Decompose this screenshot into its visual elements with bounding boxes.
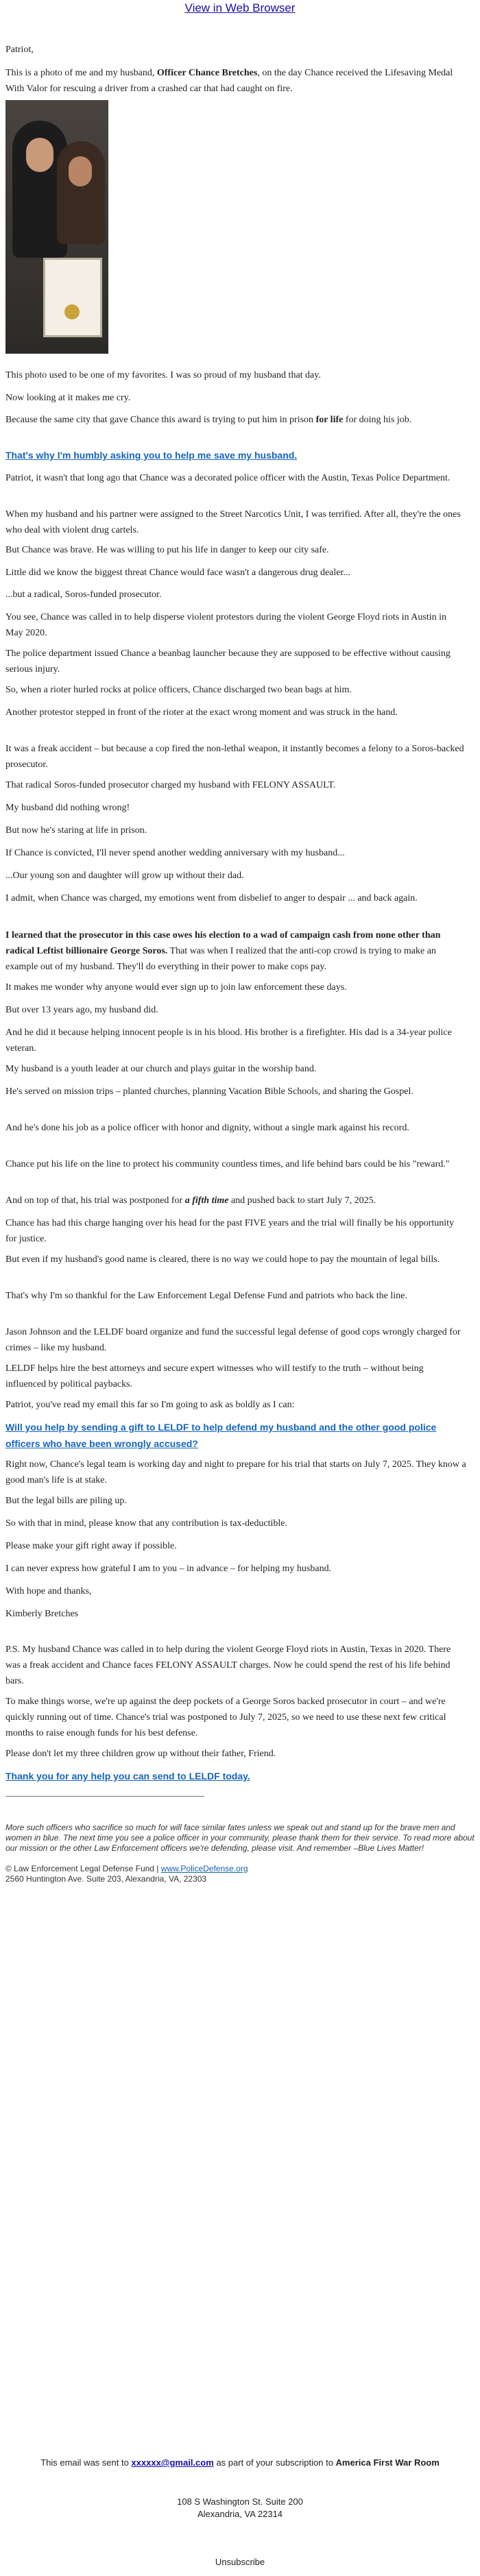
paragraph: Chance put his life on the line to protect his community countless times, and life behind bars could be his "reward." [5,1159,450,1169]
divider [5,1796,204,1797]
view-in-browser-link[interactable]: View in Web Browser [184,1,296,14]
paragraph: Patriot, it wasn't that long ago that Chance was a decorated police officer with the Austin, Texas Police Department. [5,473,451,483]
paragraph: With hope and thanks, [5,1586,92,1596]
view-in-browser [0,0,480,15]
postscript: To make things worse, we're up against the deep pockets of a George Soros backed prosecutor in court – and we're quickly running out of time. Chance's trial was postponed to July 7, 2025, so we need to use these next few critical months to raise enough funds for his best defense. [5,1697,446,1738]
greeting: Patriot, [5,45,34,55]
couple-photo [5,100,108,354]
signature: Kimberly Bretches [5,1609,79,1619]
paragraph: LELDF helps hire the best attorneys and secure expert witnesses who will testify to the truth – without being influenced by political paybacks. [5,1363,424,1389]
photo-certificate [43,258,102,337]
paragraph: When my husband and his partner were assigned to the Street Narcotics Unit, I was terrified. After all, they're the ones who deal with violent drug cartels. [5,509,461,535]
subscription-note: This email was sent to xxxxxx@gmail.com as part of your subscription to America First War Room [40,2457,440,2468]
paragraph: Chance has had this charge hanging over his head for the past FIVE years and the trial will finally be his opportunity for justice. [5,1218,455,1244]
paragraph: Please make your gift right away if possible. [5,1541,177,1551]
paragraph: I can never express how grateful I am to you – in advance – for helping my husband. [5,1564,332,1574]
sender-address-line1: 108 S Washington St. Suite 200 [177,2496,303,2507]
postscript: Please don't let my three children grow up without their father, Friend. [5,1749,276,1759]
paragraph: Because the same city that gave Chance this award is trying to put him in prison for life for doing his job. [5,415,412,425]
paragraph: ...but a radical, Soros-funded prosecutor. [5,590,162,600]
paragraph: And he did it because helping innocent people is in his blood. His brother is a firefighter. His dad is a 34-year police veteran. [5,1028,452,1054]
cta-link-3[interactable]: Thank you for any help you can send to LELDF today. [5,1771,250,1782]
footer-note: More such officers who sacrifice so much for will face similar fates unless we speak out and stand up for the brave men and women in blue. The next time you see a police officer in your community, please thank them for their service. To read more about our mission or the other Law Enforcement officers we're defending, please visit. And remember –Blue Lives Matter! [5,1823,475,1853]
unsubscribe-link[interactable]: Unsubscribe [215,2557,265,2567]
paragraph: And on top of that, his trial was postponed for a fifth time and pushed back to start July 7, 2025. [5,1195,376,1206]
paragraph: ...Our young son and daughter will grow up without their dad. [5,871,244,881]
certificate-seal-icon [64,304,80,319]
paragraph: If Chance is convicted, I'll never spend another wedding anniversary with my husband... [5,848,345,858]
paragraph: But the legal bills are piling up. [5,1496,127,1506]
photo-face [69,156,92,186]
sender-address-line2: Alexandria, VA 22314 [197,2509,283,2519]
paragraph: Another protestor stepped in front of the rioter at the exact wrong moment and was struck in the hand. [5,707,398,718]
recipient-email-link[interactable]: xxxxxx@gmail.com [131,2457,214,2468]
paragraph: And he's done his job as a police officer with honor and dignity, without a single mark against his record. [5,1123,409,1133]
paragraph: It was a freak accident – but because a cop fired the non-lethal weapon, it instantly becomes a felony to a Soros-backed prosecutor. [5,744,464,770]
paragraph: It makes me wonder why anyone would ever sign up to join law enforcement these days. [5,982,347,993]
paragraph: So, when a rioter hurled rocks at police officers, Chance discharged two bean bags at him. [5,685,352,695]
paragraph: So with that in mind, please know that any contribution is tax-deductible. [5,1518,287,1529]
paragraph: He's served on mission trips – planted churches, planning Vacation Bible Schools, and sharing the Gospel. [5,1086,413,1097]
cta-link-2[interactable]: Will you help by sending a gift to LELDF to help defend my husband and the other good police officers who have been wrongly accused? [5,1422,437,1449]
paragraph: Patriot, you've read my email this far so I'm going to ask as boldly as I can: [5,1400,295,1410]
paragraph: But even if my husband's good name is cleared, there is no way we could hope to pay the mountain of legal bills. [5,1254,440,1265]
paragraph: Now looking at it makes me cry. [5,393,131,403]
paragraph: The police department issued Chance a beanbag launcher because they are supposed to be effective without causing serious injury. [5,648,451,675]
paragraph: Right now, Chance's legal team is working day and night to prepare for his trial that starts on July 7, 2025. They know a good man's life is at stake. [5,1459,466,1485]
paragraph: That radical Soros-funded prosecutor charged my husband with FELONY ASSAULT. [5,780,336,790]
paragraph: I admit, when Chance was charged, my emotions went from disbelief to anger to despair ... and back again. [5,893,418,903]
paragraph: This photo used to be one of my favorites. I was so proud of my husband that day. [5,370,321,380]
paragraph: I learned that the prosecutor in this case owes his election to a wad of campaign cash from none other than radical Leftist billionaire George Soros. That was when I realized that the anti-cop crowd is trying to make an example out of my husband. They'll do everything in their power to make cops pay. [5,930,441,972]
cta-link-1[interactable]: That's why I'm humbly asking you to help me save my husband. [5,450,298,461]
paragraph: Jason Johnson and the LELDF board organize and fund the successful legal defense of good cops wrongly charged for crimes – like my husband. [5,1327,461,1353]
paragraph: This is a photo of me and my husband, Officer Chance Bretches, on the day Chance received the Lifesaving Medal With Valor for rescuing a driver from a crashed car that had caught on fire. [5,68,453,94]
org-website-link[interactable]: www.PoliceDefense.org [160,1864,248,1873]
paragraph: That's why I'm so thankful for the Law Enforcement Legal Defense Fund and patriots who back the line. [5,1291,407,1301]
org-info: © Law Enforcement Legal Defense Fund | www.PoliceDefense.org 2560 Huntington Ave. Suite 203, Alexandria, VA, 22303 [5,1864,248,1884]
paragraph: You see, Chance was called in to help disperse violent protestors during the violent George Floyd riots in Austin in May 2020. [5,612,447,638]
postscript: P.S. My husband Chance was called in to help during the violent George Floyd riots in Austin, Texas in 2020. There was a freak accident and Chance faces FELONY ASSAULT charges. Now he could spend the rest of his life behind bars. [5,1644,451,1686]
paragraph: My husband is a youth leader at our church and plays guitar in the worship band. [5,1064,317,1074]
photo-face [26,138,53,172]
paragraph: But Chance was brave. He was willing to put his life in danger to keep our city safe. [5,545,329,555]
paragraph: My husband did nothing wrong! [5,803,130,813]
paragraph: Little did we know the biggest threat Chance would face wasn't a dangerous drug dealer... [5,568,350,578]
paragraph: But now he's staring at life in prison. [5,825,147,836]
paragraph: But over 13 years ago, my husband did. [5,1005,158,1015]
